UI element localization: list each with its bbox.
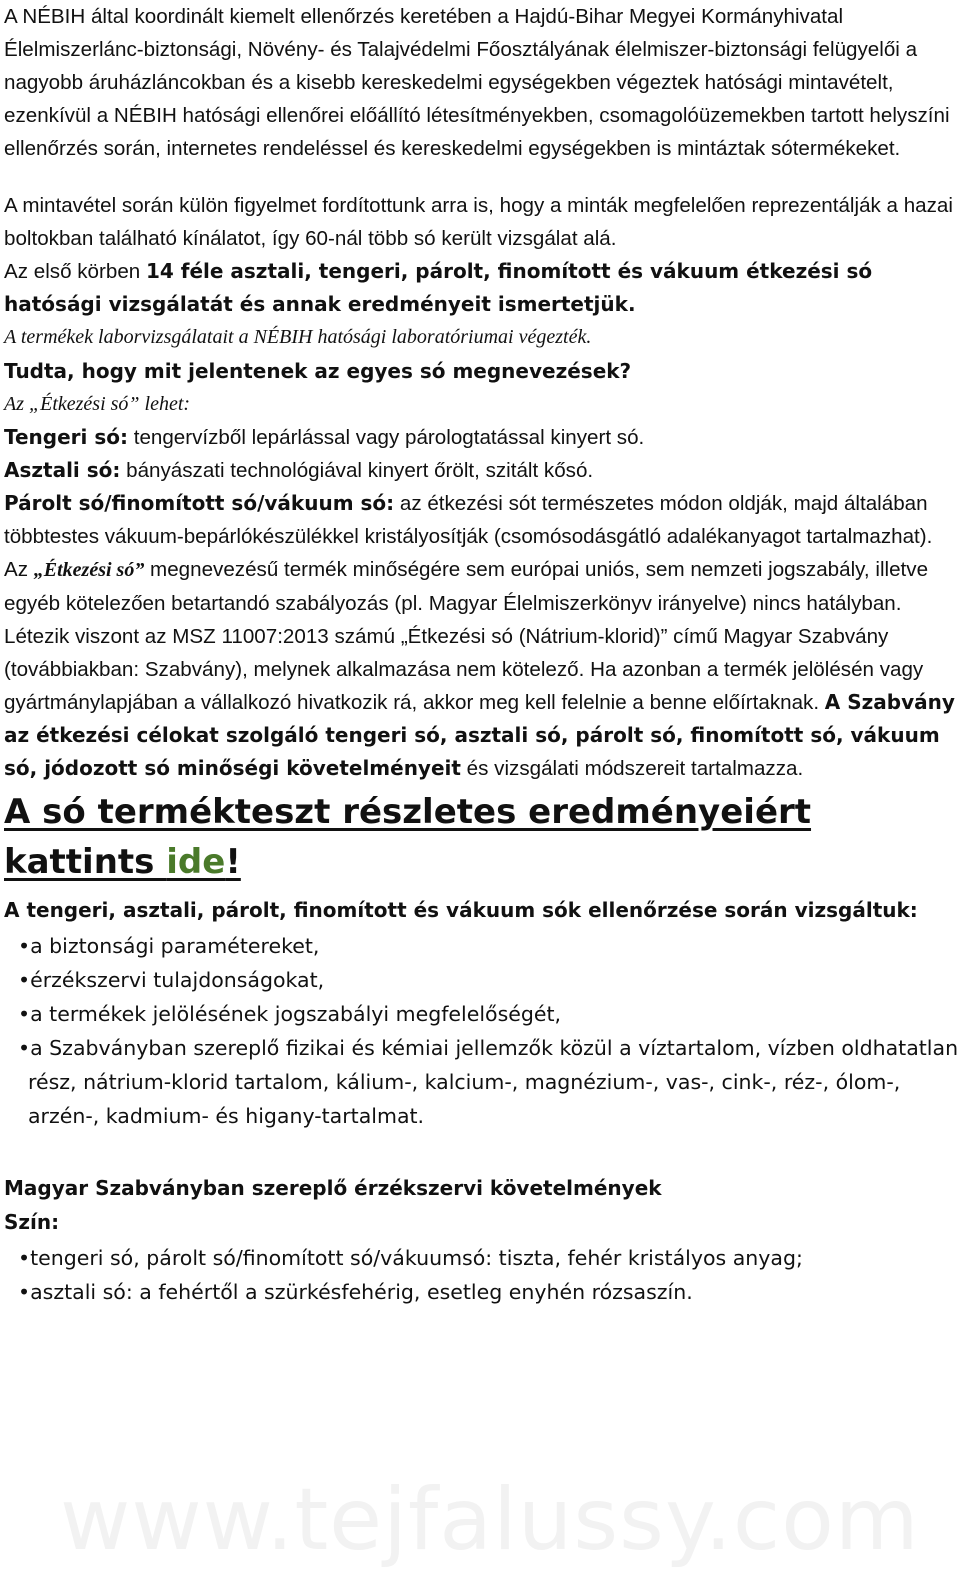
results-link-heading bbox=[4, 787, 959, 887]
first-round-lead: Az első körben bbox=[4, 260, 146, 283]
definition-text: az étkezési sót természetes módon oldják, majd általában többtestes vákuum-bepárlókészülékkel kristályosítják (csomósodásgátló adalékanyagot tartalmazhat). bbox=[4, 492, 933, 548]
results-link-text: A só termékteszt részletes eredményeiért kattints bbox=[4, 792, 812, 882]
sensory-list bbox=[4, 1241, 959, 1309]
standard-az: Az bbox=[4, 558, 34, 581]
results-link[interactable]: ide bbox=[166, 842, 226, 882]
lab-note: A termékek laborvizsgálatait a NÉBIH hatósági laboratóriumai végezték. bbox=[4, 326, 592, 348]
definition-table-salt bbox=[4, 454, 959, 487]
definition-sea-salt bbox=[4, 421, 959, 454]
tested-list bbox=[4, 929, 959, 1133]
list-item: • tengeri só, párolt só/finomított só/vákuumsó: tiszta, fehér kristályos anyag; bbox=[18, 1241, 959, 1275]
definition-text: bányászati technológiával kinyert őrölt, szitált kősó. bbox=[120, 459, 594, 482]
standard-bold: A Szabvány az étkezési célokat szolgáló tengeri só, asztali só, párolt só, finomított só, vákuum só, jódozott só minőségi követelményeit bbox=[4, 690, 955, 780]
standard-term: „Étkezési só” bbox=[33, 559, 145, 581]
list-item: • a termékek jelölésének jogszabályi megfelelőségét, bbox=[18, 997, 959, 1031]
standard-text-end: és vizsgálati módszereit tartalmazza. bbox=[460, 757, 804, 780]
document-page bbox=[4, 0, 959, 1309]
first-round-paragraph bbox=[4, 255, 959, 321]
definition-term: Tengeri só: bbox=[4, 425, 128, 449]
definition-vacuum-salt bbox=[4, 487, 959, 553]
list-item: • a biztonsági paramétereket, bbox=[18, 929, 959, 963]
color-subheading: Szín: bbox=[4, 1210, 60, 1234]
tested-heading: A tengeri, asztali, párolt, finomított és vákuum sók ellenőrzése során vizsgáltuk: bbox=[4, 898, 918, 922]
definition-term: Párolt só/finomított só/vákuum só: bbox=[4, 491, 395, 515]
sampling-paragraph: A mintavétel során külön figyelmet fordítottunk arra is, hogy a minták megfelelően reprezentálják a hazai boltokban található kínálatot, így 60-nál több só került vizsgálat alá. bbox=[4, 194, 953, 250]
definition-text: tengervízből lepárlással vagy párologtatással kinyert só. bbox=[128, 426, 645, 449]
intro-paragraph: A NÉBIH által koordinált kiemelt ellenőrzés keretében a Hajdú-Bihar Megyei Kormányhivatal Élelmiszerlánc-biztonsági, Növény- és Talajvédelmi Főosztályának élelmiszer-biztonsági felügyelői a nagyobb áruházláncokban és a kisebb kereskedelmi egységekben végeztek hatósági mintavételt, ezenkívül a NÉBIH hatósági ellenőrei előállító létesítményekben, csomagolóüzemekben tartott helyszíni ellenőrzés során, internetes rendeléssel és kereskedelmi egységekben is mintáztak sótermékeket. bbox=[4, 5, 950, 160]
salt-types-intro: Az „Étkezési só” lehet: bbox=[4, 393, 191, 415]
standard-text: megnevezésű termék minőségére sem európai uniós, sem nemzeti jogszabály, illetve egyéb kötelezően betartandó szabályozás (pl. Magyar Élelmiszerkönyv irányelve) nincs hatályban. Létezik viszont az MSZ 11007:2013 számú „Étkezési só (Nátrium-klorid)” című Magyar Szabvány (továbbiakban: Szabvány), melynek alkalmazása nem kötelező. Ha azonban a termék jelölésén vagy gyártmánylapjában a vállalkozó hivatkozik rá, akkor meg kell felelnie a benne előírtaknak. bbox=[4, 558, 929, 714]
list-item: • a Szabványban szereplő fizikai és kémiai jellemzők közül a víztartalom, vízben oldhatatlan rész, nátrium-klorid tartalom, kálium-, kalcium-, magnézium-, vas-, cink-, réz-, ólom-, arzén-, kadmium- és higany-tartalmat. bbox=[18, 1031, 959, 1133]
sensory-heading: Magyar Szabványban szereplő érzékszervi követelmények bbox=[4, 1176, 662, 1200]
results-link-end: ! bbox=[225, 842, 241, 882]
definition-term: Asztali só: bbox=[4, 458, 121, 482]
list-item: • érzékszervi tulajdonságokat, bbox=[18, 963, 959, 997]
list-item: • asztali só: a fehértől a szürkésfehérig, esetleg enyhén rózsaszín. bbox=[18, 1275, 959, 1309]
question-heading: Tudta, hogy mit jelentenek az egyes só megnevezések? bbox=[4, 359, 632, 383]
first-round-bold: 14 féle asztali, tengeri, párolt, finomított és vákuum étkezési só hatósági vizsgálatát és annak eredményeit ismertetjük. bbox=[4, 259, 873, 316]
watermark: www.tejfalussy.com bbox=[60, 1470, 920, 1570]
standard-paragraph bbox=[4, 553, 959, 785]
